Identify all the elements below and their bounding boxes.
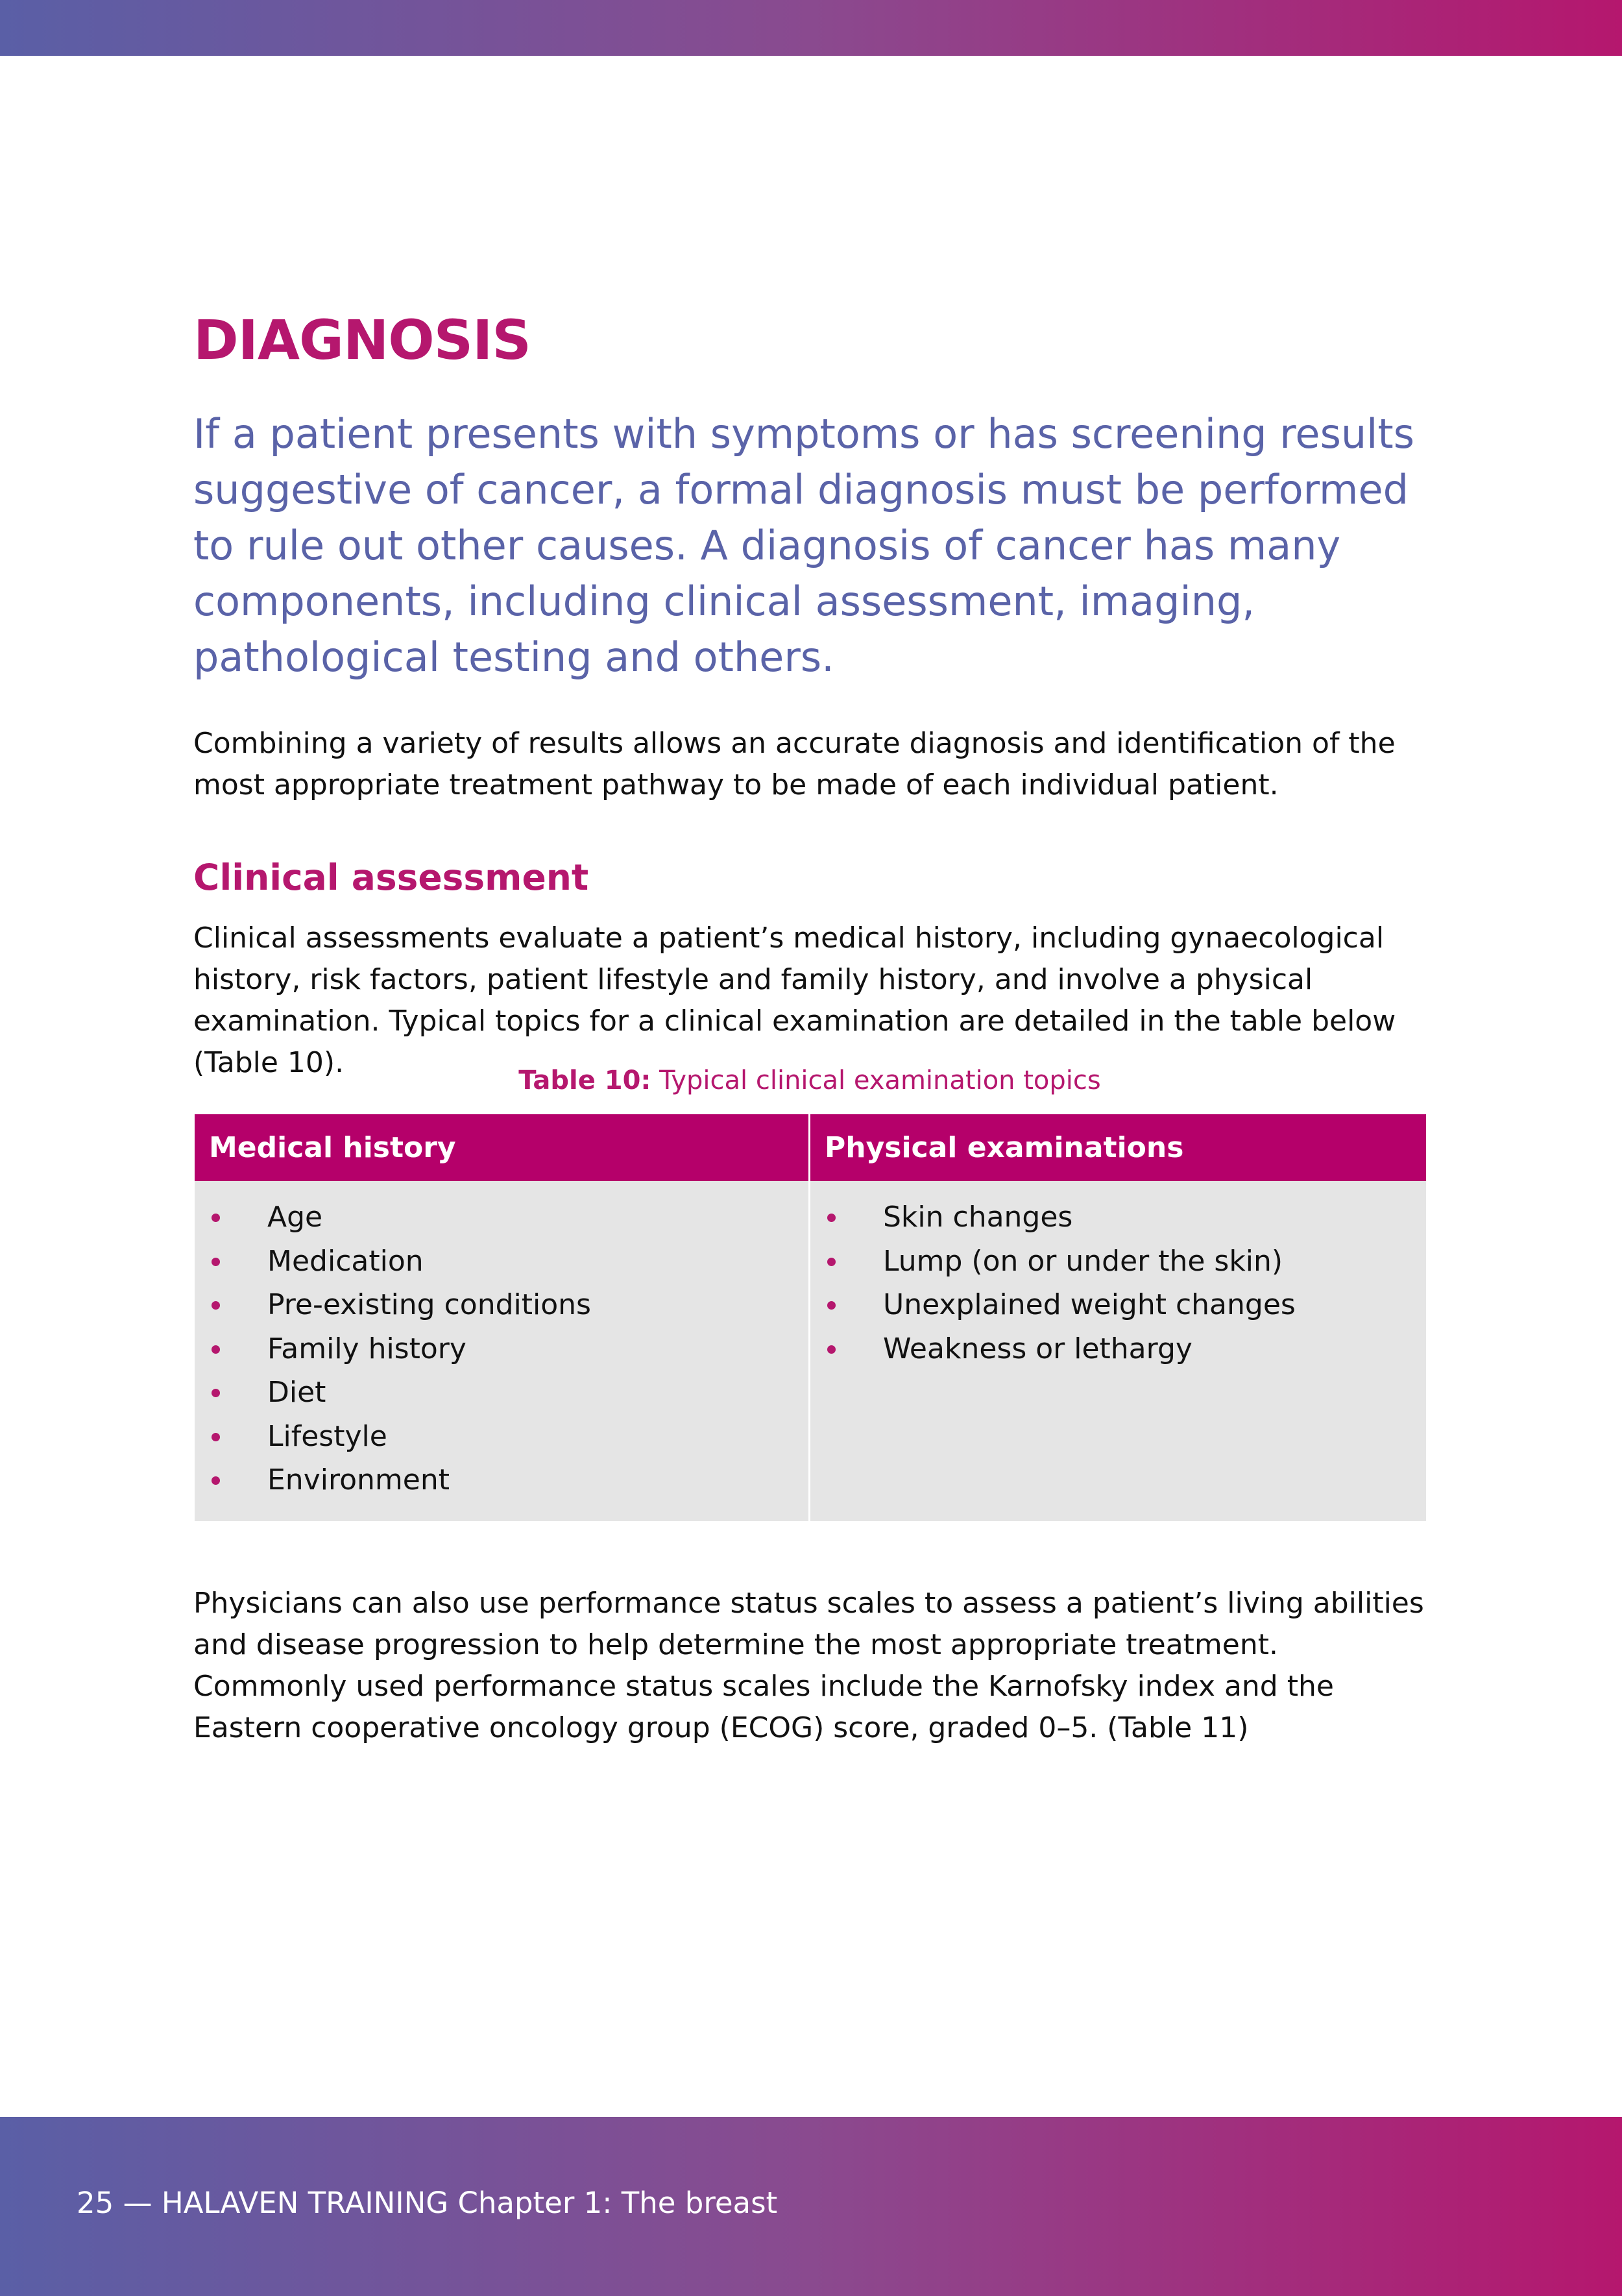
table-caption (193, 1066, 1426, 1095)
list-item-text: Pre-existing conditions (267, 1288, 591, 1321)
lead-paragraph: If a patient presents with symptoms or has screening results suggestive of cancer, a formal diagnosis must be performed to rule out other causes. A diagnosis of cancer has many components, including clinical assessment, imaging, pathological testing and others. (193, 410, 1415, 681)
list-item-text: Family history (267, 1332, 466, 1365)
table-cell-medical-history (195, 1181, 810, 1521)
list-item-text: Environment (267, 1463, 450, 1496)
clinical-assessment-paragraph: Clinical assessments evaluate a patient’s medical history, including gynaecological history, risk factors, patient lifestyle and family history, and involve a physical examination. Typical topics for a clinical examination are detailed in the table below (Table 10). (193, 922, 1396, 1079)
performance-status-paragraph: Physicians can also use performance status scales to assess a patient’s living abilities and disease progression to help determine the most appropriate treatment. Commonly used performance status scales include the Karnofsky index and the Eastern cooperative oncology group (ECOG) score, graded 0–5. (Table 11) (193, 1587, 1424, 1744)
bullet-icon (212, 1301, 220, 1310)
list-item-text: Diet (267, 1376, 326, 1409)
clinical-examination-table (195, 1114, 1426, 1521)
table-caption-label: Table 10: (518, 1066, 651, 1095)
list-item-text: Skin changes (883, 1201, 1073, 1234)
list-item (810, 1195, 1426, 1240)
table-caption-text: Typical clinical examination topics (651, 1066, 1101, 1095)
bullet-icon (827, 1258, 836, 1266)
list-item (195, 1371, 808, 1415)
bullet-icon (212, 1258, 220, 1266)
list-item-text: Lifestyle (267, 1419, 387, 1453)
list-item (195, 1240, 808, 1284)
header-band (0, 0, 1622, 56)
section-heading-clinical-assessment: Clinical assessment (193, 857, 589, 898)
list-item-text: Weakness or lethargy (883, 1332, 1192, 1365)
list-item (810, 1327, 1426, 1371)
physical-examinations-list (810, 1195, 1426, 1371)
page-title: DIAGNOSIS (193, 308, 531, 372)
list-item (810, 1283, 1426, 1327)
table-header-medical-history: Medical history (195, 1114, 810, 1181)
list-item (195, 1283, 808, 1327)
table-cell-physical-examinations (810, 1181, 1426, 1521)
bullet-icon (212, 1433, 220, 1441)
list-item-text: Unexplained weight changes (883, 1288, 1296, 1321)
page-footer: 25 — HALAVEN TRAINING Chapter 1: The breast (77, 2186, 778, 2220)
list-item (810, 1240, 1426, 1284)
bullet-icon (212, 1214, 220, 1222)
list-item (195, 1458, 808, 1502)
list-item (195, 1327, 808, 1371)
bullet-icon (827, 1301, 836, 1310)
list-item (195, 1415, 808, 1459)
bullet-icon (827, 1345, 836, 1354)
bullet-icon (212, 1345, 220, 1354)
bullet-icon (212, 1476, 220, 1485)
list-item-text: Lump (on or under the skin) (883, 1244, 1283, 1278)
list-item-text: Age (267, 1201, 323, 1234)
list-item (195, 1195, 808, 1240)
intro-paragraph: Combining a variety of results allows an accurate diagnosis and identification of the most appropriate treatment pathway to be made of each individual patient. (193, 727, 1396, 801)
bullet-icon (212, 1389, 220, 1397)
list-item-text: Medication (267, 1244, 424, 1278)
table-header-physical-examinations: Physical examinations (810, 1114, 1426, 1181)
medical-history-list (195, 1195, 808, 1502)
bullet-icon (827, 1214, 836, 1222)
